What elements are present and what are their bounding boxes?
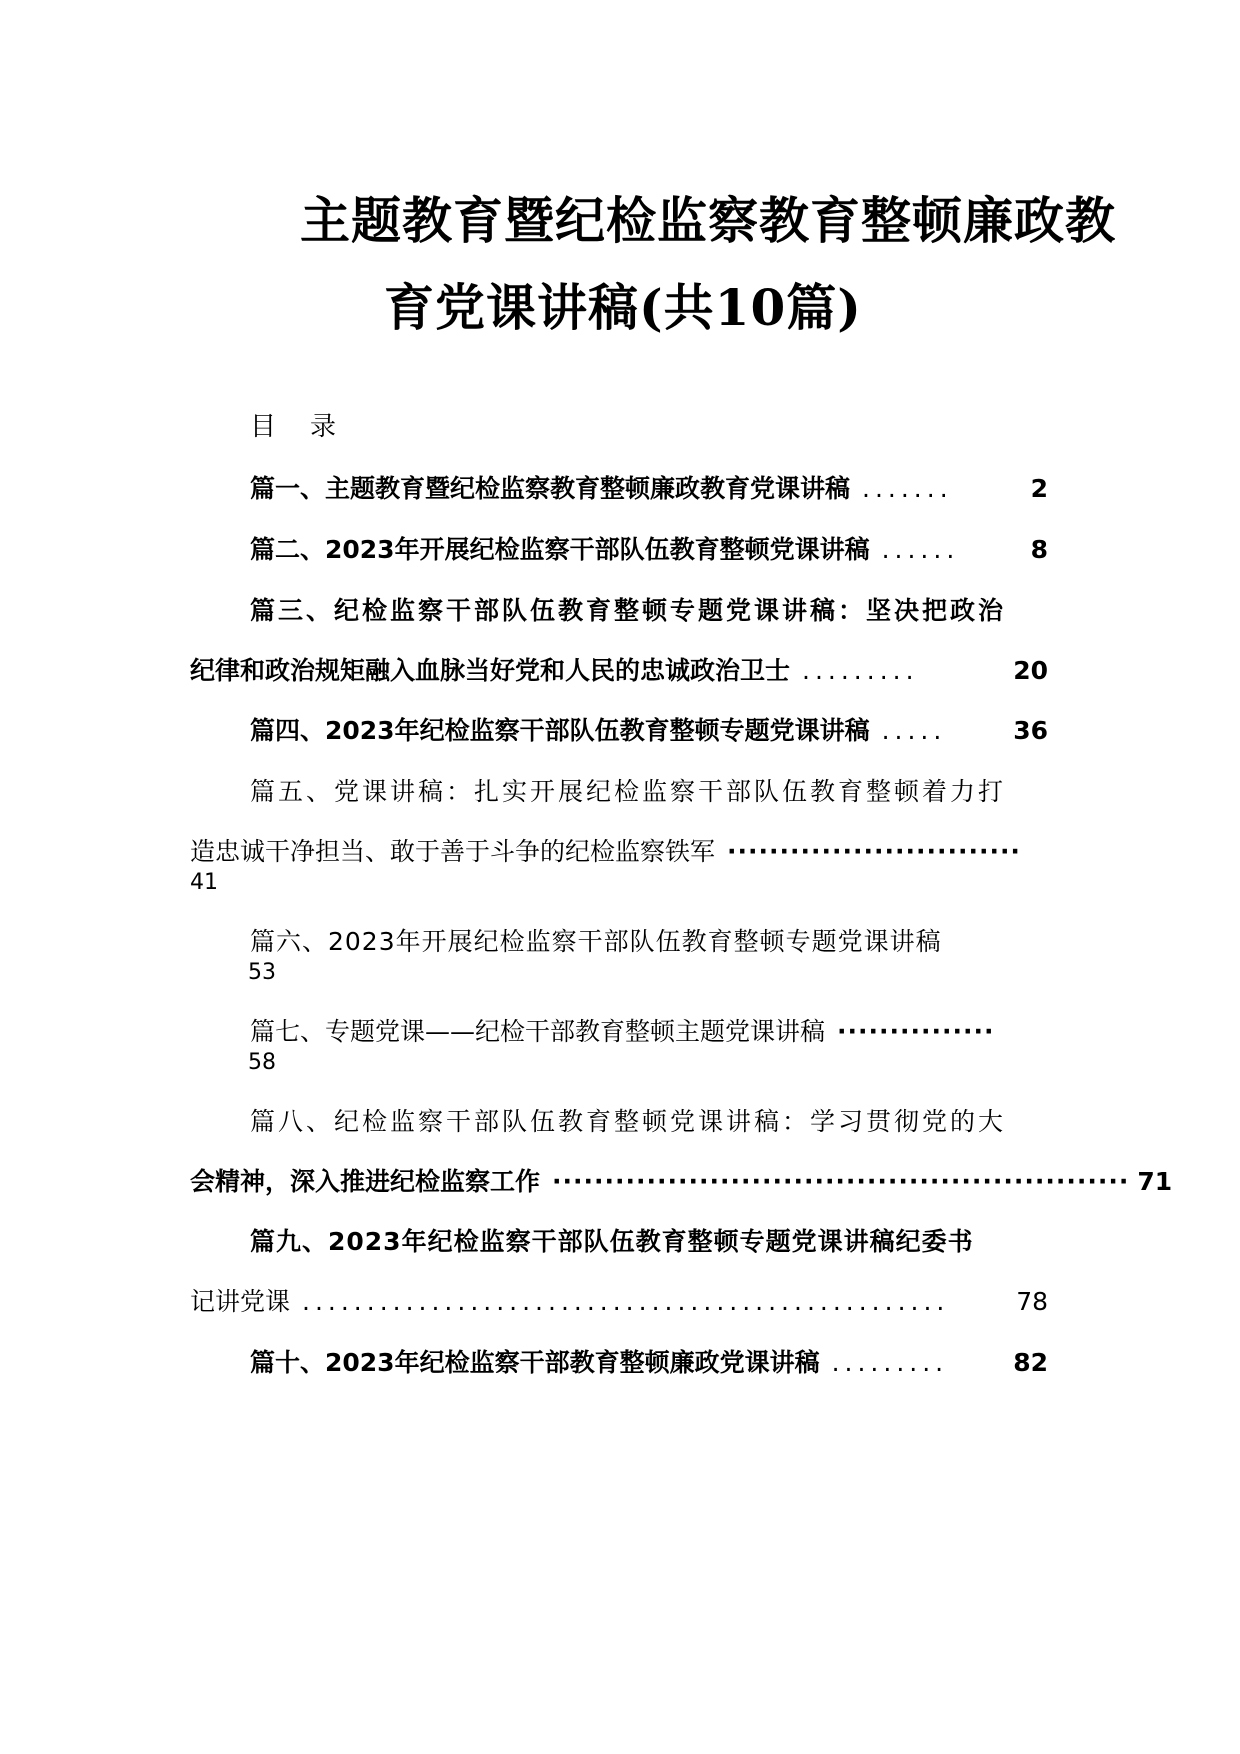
toc-entry-7[interactable] <box>250 1019 1020 1044</box>
toc-entry-9[interactable] <box>190 1289 1048 1314</box>
toc-entry-5-text: 造忠诚干净担当、敢于善于斗争的纪检监察铁军 <box>190 837 716 866</box>
toc-entry-1-page: 2 <box>1030 474 1048 503</box>
toc-entry-3-text: 纪律和政治规矩融入血脉当好党和人民的忠诚政治卫士 <box>190 656 791 685</box>
toc-entry-7-text: 篇七、专题党课——纪检干部教育整顿主题党课讲稿 <box>250 1017 826 1046</box>
toc-entry-8-leader: ······················································· <box>552 1167 1130 1196</box>
toc-entry-8-line-1[interactable]: 篇八、纪检监察干部队伍教育整顿党课讲稿：学习贯彻党的大 <box>250 1107 1007 1136</box>
toc-entry-2-leader: ...... <box>881 535 960 564</box>
toc-entry-2-page: 8 <box>1030 535 1048 564</box>
toc-entry-3-leader: ......... <box>802 656 919 685</box>
toc-entry-2[interactable] <box>250 537 1048 562</box>
toc-entry-3-line-1[interactable]: 篇三、纪检监察干部队伍教育整顿专题党课讲稿：坚决把政治 <box>250 596 1007 625</box>
toc-heading <box>250 414 336 440</box>
toc-entry-5[interactable] <box>190 839 1020 864</box>
toc-entry-8[interactable] <box>190 1167 1173 1196</box>
toc-entry-8-page: 71 <box>1137 1167 1173 1196</box>
document-title-line-1: 主题教育暨纪检监察教育整顿廉政教 <box>300 191 1116 250</box>
toc-entry-5-leader: ···························· <box>727 837 1021 866</box>
toc-entry-3[interactable] <box>190 658 1048 683</box>
toc-entry-4-leader: ..... <box>881 716 947 745</box>
document-title-line-2: 育党课讲稿(共10篇) <box>384 278 862 337</box>
toc-entry-3-page: 20 <box>1013 656 1048 685</box>
toc-entry-4-text: 篇四、2023年纪检监察干部队伍教育整顿专题党课讲稿 <box>250 716 870 745</box>
toc-entry-9-leader: .................................................. <box>302 1287 950 1316</box>
toc-entry-4[interactable] <box>250 718 1048 743</box>
toc-entry-2-text: 篇二、2023年开展纪检监察干部队伍教育整顿党课讲稿 <box>250 535 870 564</box>
toc-entry-10[interactable] <box>250 1350 1048 1375</box>
toc-entry-6-text[interactable]: 篇六、2023年开展纪检监察干部队伍教育整顿专题党课讲稿 <box>250 927 942 956</box>
toc-entry-7-page: 58 <box>248 1050 276 1075</box>
toc-entry-8-text: 会精神，深入推进纪检监察工作 <box>190 1167 541 1196</box>
toc-entry-9-text: 记讲党课 <box>190 1287 291 1316</box>
toc-heading-char-1: 目 <box>250 412 277 442</box>
toc-heading-char-2: 录 <box>310 412 337 442</box>
toc-entry-10-leader: ......... <box>831 1348 949 1377</box>
toc-entry-6-page: 53 <box>248 960 276 985</box>
toc-entry-9-page: 78 <box>1016 1287 1048 1316</box>
toc-entry-1-leader: ....... <box>862 474 953 503</box>
toc-entry-9-line-1[interactable]: 篇九、2023年纪检监察干部队伍教育整顿专题党课讲稿纪委书 <box>250 1227 974 1256</box>
toc-entry-5-line-1[interactable]: 篇五、党课讲稿：扎实开展纪检监察干部队伍教育整顿着力打 <box>250 777 1007 806</box>
toc-entry-10-page: 82 <box>1013 1348 1048 1377</box>
toc-entry-7-leader: ··············· <box>837 1017 995 1046</box>
toc-entry-4-page: 36 <box>1013 716 1048 745</box>
toc-entry-1-text: 篇一、主题教育暨纪检监察教育整顿廉政教育党课讲稿 <box>250 474 851 503</box>
toc-entry-5-page: 41 <box>190 870 218 895</box>
toc-entry-10-text: 篇十、2023年纪检监察干部教育整顿廉政党课讲稿 <box>250 1348 820 1377</box>
toc-entry-1[interactable] <box>250 476 1048 501</box>
